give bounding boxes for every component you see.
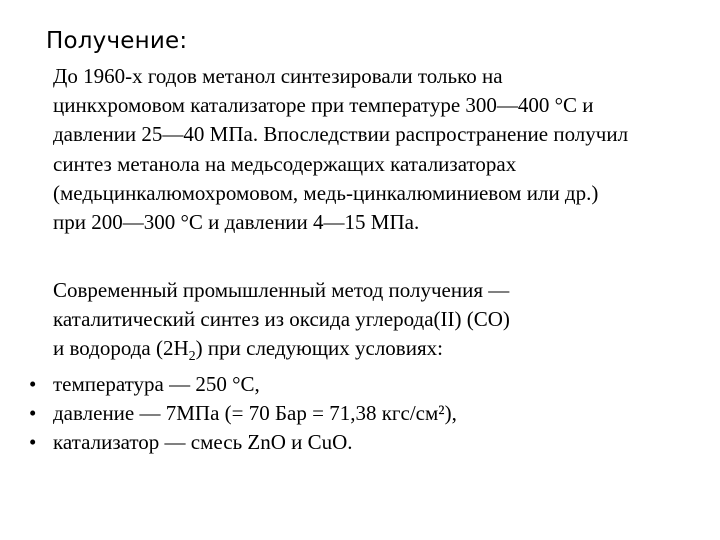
conditions-list: [0, 370, 720, 458]
temperature-condition: температура — 250 °C,: [53, 372, 260, 396]
hydrogen-text: и водорода (2H: [53, 336, 189, 361]
paragraph-line: при 200—300 °C и давлении 4—15 МПа.: [53, 209, 420, 234]
paragraph-line: давлении 25—40 МПа. Впоследствии распространение получил: [53, 122, 629, 147]
paragraph-line: До 1960-х годов метанол синтезировали только на: [53, 64, 503, 88]
paragraph-line: (медьцинкалюмохромовом, медь-цинкалюминиевом или др.): [53, 180, 599, 205]
list-item: [0, 399, 720, 428]
conditions-text: ) при следующих условиях:: [195, 336, 443, 361]
paragraph-line: каталитический синтез из оксида углерода(II) (CO): [53, 307, 510, 332]
slide-title: Получение:: [46, 28, 188, 54]
bullet-icon: •: [29, 372, 37, 396]
list-item: [0, 428, 720, 457]
list-item: [0, 370, 720, 399]
modern-method-paragraph: [53, 276, 510, 364]
pressure-condition: давление — 7МПа (= 70 Бар = 71,38 кгс/см²),: [53, 401, 457, 426]
bullet-icon: •: [29, 401, 37, 426]
paragraph-line: цинкхромовом катализаторе при температуре 300—400 °C и: [53, 93, 594, 118]
paragraph-line: синтез метанола на медьсодержащих катализаторах: [53, 151, 517, 176]
paragraph-line: [53, 334, 510, 363]
catalyst-condition: катализатор — смесь ZnO и CuO.: [53, 430, 353, 455]
history-paragraph: [53, 62, 628, 237]
bullet-icon: •: [29, 430, 37, 455]
subscript-two: 2: [188, 349, 196, 365]
paragraph-line: Современный промышленный метод получения —: [53, 278, 510, 302]
